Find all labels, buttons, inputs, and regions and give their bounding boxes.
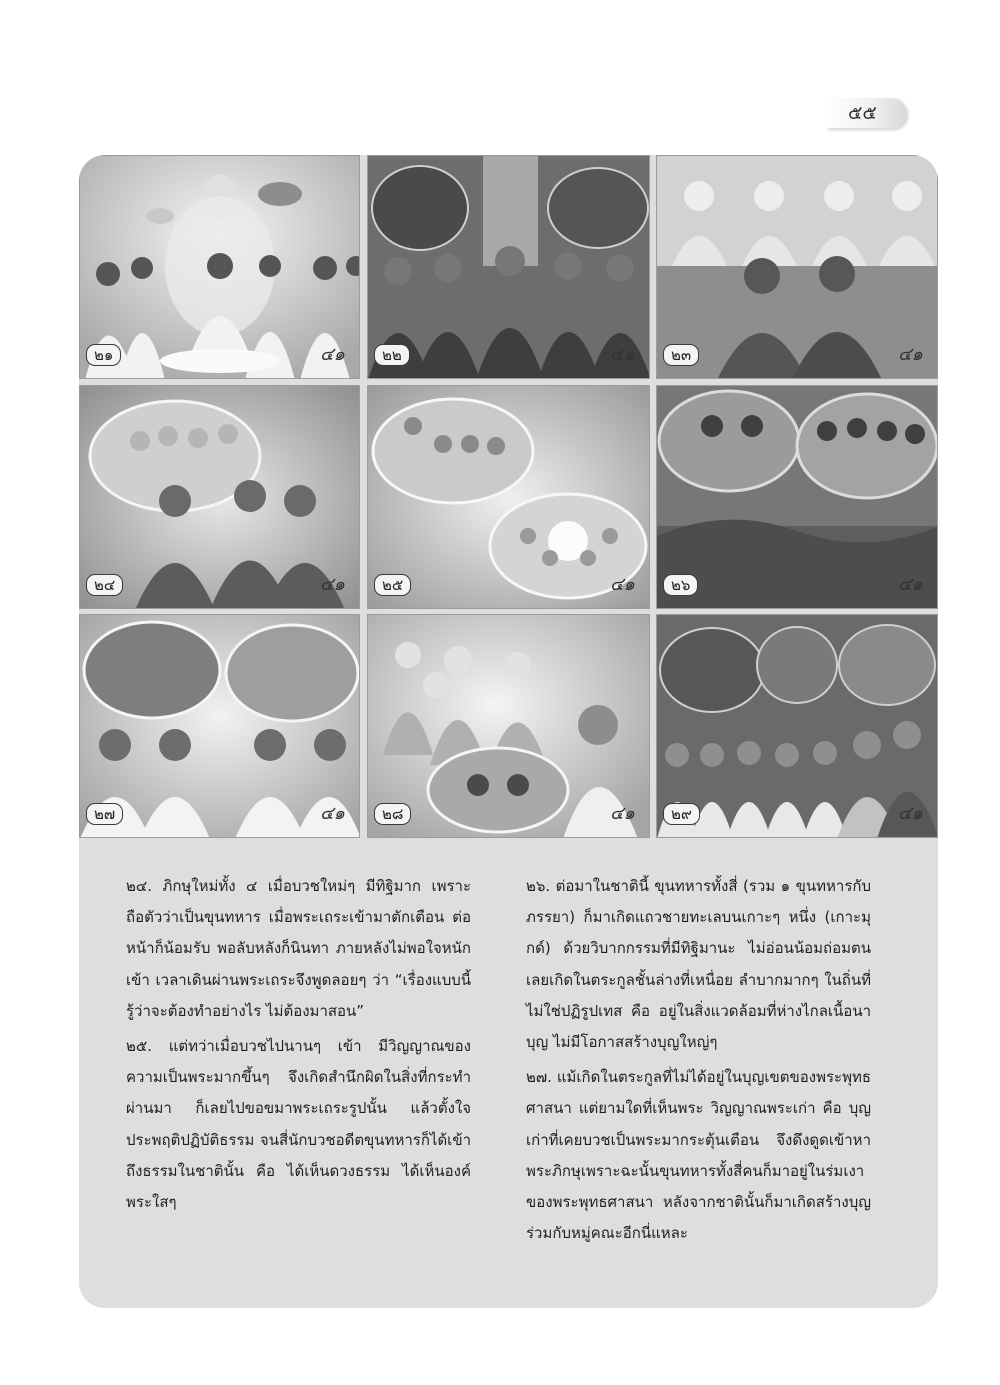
page-number: ๕๕: [848, 102, 877, 124]
illustration-number: ๒๑: [86, 344, 121, 366]
artist-signature: ๔๑: [319, 803, 345, 824]
illustration-number: ๒๘: [374, 803, 411, 825]
content-panel: [79, 155, 938, 1308]
caption-26: ๒๖. ต่อมาในชาตินี้ ขุนทหารทั้งสี่ (รวม ๑ ขุนทหารกับภรรยา) ก็มาเกิดแถวชายทะเลบนเกาะๆ หนึ่ง (เกาะมุกด์) ด้วยวิบากกรรมที่มีทิฐิมานะ ไม่อ่อนน้อมถ่อมตน เลยเกิดในตระกูลชั้นล่างที่เหนื่อย ลำบากมากๆ ในถิ่นที่ไม่ใช่ปฏิรูปเทส คือ อยู่ในสิ่งแวดล้อมที่ห่างไกลเนื้อนาบุญ ไม่มีโอกาสสร้างบุญใหญ่ๆ: [526, 877, 871, 1052]
illustration-28: [367, 614, 650, 838]
illustration-24: [79, 385, 360, 609]
artist-signature: ๔๑: [609, 803, 635, 824]
illustration-23: [656, 155, 938, 379]
artist-signature: ๔๑: [319, 344, 345, 365]
artist-signature: ๔๑: [897, 803, 923, 824]
illustration-25: [367, 385, 650, 609]
artist-signature: ๔๑: [319, 574, 345, 595]
illustration-number: ๒๙: [663, 803, 700, 825]
caption-column-right: [526, 871, 871, 1253]
caption-25: ๒๕. แต่ทว่าเมื่อบวชไปนานๆ เข้า มีวิญญาณของความเป็นพระมากขึ้นๆ จึงเกิดสำนึกผิดในสิ่งที่กระทำผ่านมา ก็เลยไปขอขมาพระเถระรูปนั้น แล้วตั้งใจประพฤติปฏิบัติธรรม จนสี่นักบวชอดีตขุนทหารก็ได้เข้าถึงธรรมในชาตินั้น คือ ได้เห็นดวงธรรม ได้เห็นองค์พระใสๆ: [126, 1037, 471, 1212]
illustration-26: [656, 385, 938, 609]
illustration-27: [79, 614, 360, 838]
artist-signature: ๔๑: [897, 574, 923, 595]
illustration-grid: [79, 155, 938, 843]
caption-24: ๒๔. ภิกษุใหม่ทั้ง ๔ เมื่อบวชใหม่ๆ มีทิฐิมาก เพราะถือตัวว่าเป็นขุนทหาร เมื่อพระเถระเข้ามาตักเตือน ต่อหน้าก็น้อมรับ พอลับหลังก็นินทา ภายหลังไม่พอใจหนักเข้า เวลาเดินผ่านพระเถระจึงพูดลอยๆ ว่า “เรื่องแบบนี้ รู้ว่าจะต้องทำอย่างไร ไม่ต้องมาสอน”: [126, 877, 471, 1020]
illustration-number: ๒๒: [374, 344, 410, 366]
artist-signature: ๔๑: [609, 574, 635, 595]
caption-27: ๒๗. แม้เกิดในตระกูลที่ไม่ได้อยู่ในบุญเขตของพระพุทธศาสนา แต่ยามใดที่เห็นพระ วิญญาณพระเก่า คือ บุญเก่าที่เคยบวชเป็นพระมากระตุ้นเตือน จึงดึงดูดเข้าหาพระภิกษุเพราะฉะนั้นขุนทหารทั้งสี่คนก็มาอยู่ในร่มเงาของพระพุทธศาสนา หลังจากชาตินั้นก็มาเกิดสร้างบุญร่วมกับหมู่คณะอีกนี่แหละ: [526, 1068, 871, 1243]
illustration-number: ๒๗: [86, 803, 123, 825]
caption-column-left: [126, 871, 471, 1222]
caption-area: [79, 843, 938, 1308]
illustration-number: ๒๓: [663, 344, 699, 366]
illustration-number: ๒๔: [86, 574, 123, 596]
illustration-21: [79, 155, 360, 379]
page-number-tab: [826, 98, 906, 128]
illustration-number: ๒๕: [374, 574, 411, 596]
illustration-number: ๒๖: [663, 574, 698, 596]
artist-signature: ๔๑: [897, 344, 923, 365]
illustration-22: [367, 155, 650, 379]
artist-signature: ๔๑: [609, 344, 635, 365]
illustration-29: [656, 614, 938, 838]
